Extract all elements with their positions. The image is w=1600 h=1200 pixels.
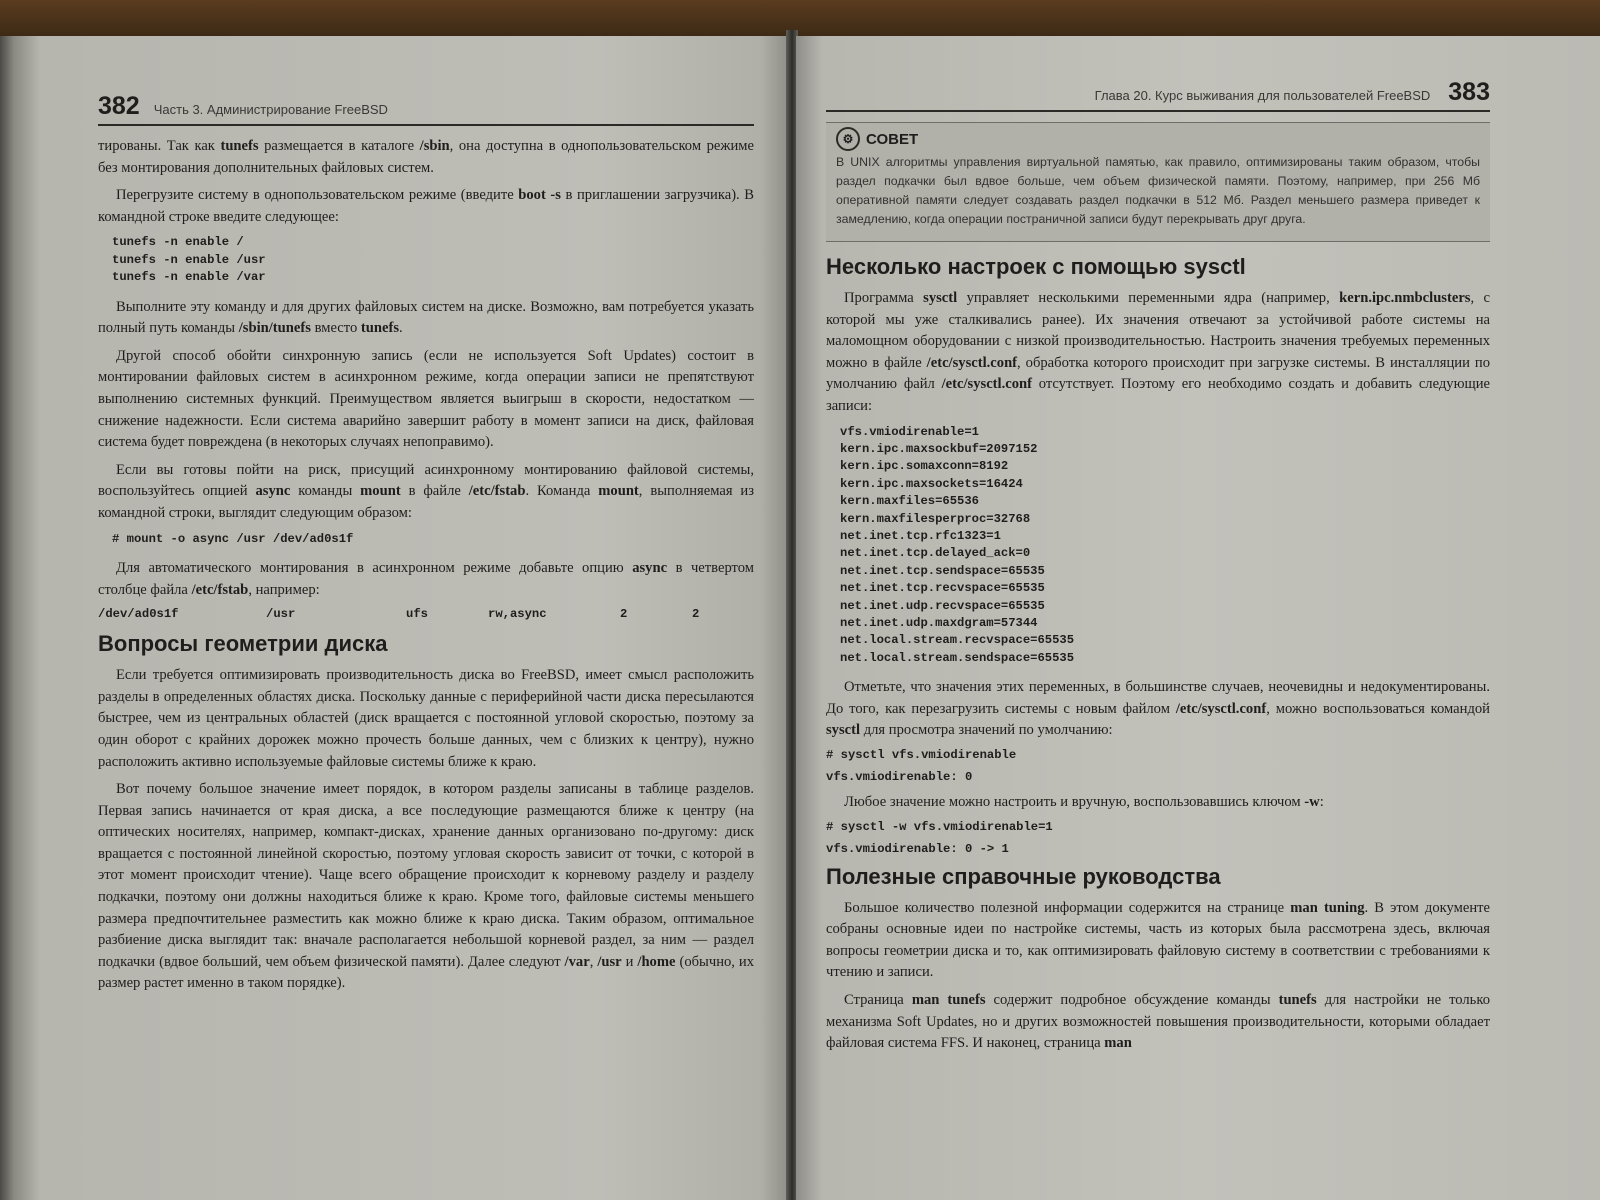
left-code-block-tunefs: tunefs -n enable / tunefs -n enable /usr tunefs -n enable /var (112, 235, 266, 285)
left-page-number: 382 (98, 92, 140, 120)
right-paragraph-4: Большое количество полезной информации содержится на странице man tuning. В этом документе собраны основные идеи по настройке системы, часть из которых была рассмотрена здесь, включая вопросы геометрии диска и то, как оптимизировать файловую систему в соответствии с требованиями к чтению и записи. (826, 899, 1491, 981)
right-page-number: 383 (1448, 78, 1490, 106)
left-running-head (98, 92, 754, 126)
left-paragraph-5: Если вы готовы пойти на риск, присущий асинхронному монтированию файловой системы, воспользуйтесь опцией async команды mount в файле /etc/fstab. Команда mount, выполняемая из командной строки, выглядит следующим образом: (98, 461, 754, 521)
right-paragraph-2: Отметьте, что значения этих переменных, в большинстве случаев, неочевидны и недокументированы. До того, как перезагрузить системы с новым файлом /etc/sysctl.conf, можно воспользоваться командой sysctl для просмотра значений по умолчанию: (826, 679, 1490, 739)
right-running-head-text: Глава 20. Курс выживания для пользователей FreeBSD (1094, 88, 1431, 103)
left-paragraph-4: Другой способ обойти синхронную запись (если не используется Soft Updates) состоит в монтировании файловых систем в асинхронном режиме, когда операции записи не препятствуют выполнению системных функций. Преимуществом является выигрыш в скорости, недостатком — снижение надежности. Если система аварийно завершит работу в момент записи на диск, файловая система будет повреждена (в некоторых случаях непоправимо). (98, 347, 754, 451)
tip-box (826, 122, 1490, 242)
right-running-head (826, 78, 1490, 112)
left-paragraph-8: Вот почему большое значение имеет порядок, в котором разделы записаны в таблице разделов. Первая запись начинается от края диска, а все последующие размещаются ближе к центру (на оптических носителях, например, компакт-дисках, хранение данных организовано по-другому: диск вращается с постоянной линейной скоростью, поэтому угловая скорость зависит от точки, с которой в этот момент происходит чтение). Чаще всего обращение происходит к корневому разделу и разделу подкачки, поэтому они должны находиться ближе к краю. Кроме того, файловые системы меньшего размера предпочтительнее разместить как можно ближе к краю диска. Таким образом, оптимальное разбиение диска выглядит так: вначале располагается небольшой корневой раздел, за ним — раздел подкачки (вдвое больший, чем объем физической памяти). Далее следуют /var, /usr и /home (обычно, их размер растет именно в таком порядке). (98, 781, 755, 992)
right-code-block-sysctl-conf: vfs.vmiodirenable=1 kern.ipc.maxsockbuf=2097152 kern.ipc.somaxconn=8192 kern.ipc.maxsockets=16424 kern.maxfiles=65536 kern.maxfilesperproc=32768 net.inet.tcp.rfc1323=1 net.inet.tcp.delayed_ack=0 net.inet.tcp.sendspace=65535 net.inet.tcp.recvspace=65535 net.inet.udp.recvspace=65535 net.inet.udp.maxdgram=57344 net.local.stream.recvspace=65535 net.local.stream.sendspace=65535 (840, 424, 1075, 665)
fstab-fstype: ufs (406, 607, 428, 622)
right-paragraph-1: Программа sysctl управляет несколькими переменными ядра (например, kern.ipc.nmbclusters, с которой мы уже сталкивались ранее). Их значения отвечают за устойчивой работе системы на маломощном оборудовании с низкой производительностью. Настроить значения требуемых переменных можно в файле /etc/sysctl.conf, обработка которого происходит при загрузке системы. В инсталляции по умолчанию файл /etc/sysctl.conf отсутствует. Поэтому его необходимо создать и добавить следующие записи: (826, 290, 1491, 414)
right-command-2: # sysctl -w vfs.vmiodirenable=1 (826, 819, 1053, 834)
fstab-dump: 2 (620, 607, 628, 622)
fstab-options: rw,async (488, 607, 547, 622)
right-paragraph-3: Любое значение можно настроить и вручную, воспользовавшись ключом -w: (844, 794, 1324, 811)
right-command-1: # sysctl vfs.vmiodirenable (826, 748, 1017, 763)
tip-text: В UNIX алгоритмы управления виртуальной памятью, как правило, оптимизированы таким образом, чтобы раздел подкачки был вдвое больше, чем объем физической памяти. Поэтому, например, при 256 Мб оперативной памяти следует создавать раздел подкачки в 512 Мб. Раздел меньшего размера приведет к замедлению, когда операции постраничной записи будут перекрывать друг друга. (836, 155, 1480, 226)
right-output-1: vfs.vmiodirenable: 0 (826, 770, 973, 785)
right-section-heading-sysctl: Несколько настроек с помощью sysctl (826, 254, 1246, 279)
gear-icon: ⚙ (836, 127, 860, 151)
fstab-device: /dev/ad0s1f (98, 607, 179, 622)
left-paragraph-6: Для автоматического монтирования в асинхронном режиме добавьте опцию async в четвертом столбце файла /etc/fstab, например: (98, 559, 754, 598)
left-fstab-example (98, 607, 754, 621)
right-page (796, 36, 1600, 1200)
right-paragraph-5: Страница man tunefs содержит подробное обсуждение команды tunefs для настройки не только механизма Soft Updates, но и других возможностей повышения производительности, которыми обладает файловая система FFS. И наконец, страница man (826, 992, 1490, 1052)
fstab-pass: 2 (692, 607, 700, 622)
right-output-2: vfs.vmiodirenable: 0 -> 1 (826, 841, 1009, 856)
left-page (0, 36, 788, 1200)
fstab-mountpoint: /usr (266, 607, 296, 622)
left-running-head-text: Часть 3. Администрирование FreeBSD (153, 102, 388, 117)
tip-title: ⚙ СОВЕТ (836, 127, 1480, 151)
left-paragraph-3: Выполните эту команду и для других файловых систем на диске. Возможно, вам потребуется указать полный путь команды /sbin/tunefs вместо tunefs. (98, 298, 754, 337)
desk-background (0, 0, 1600, 40)
left-section-heading: Вопросы геометрии диска (98, 631, 388, 657)
left-paragraph-1: тированы. Так как tunefs размещается в каталоге /sbin, она доступна в однопользовательском режиме без монтирования дополнительных файловых систем. (98, 138, 754, 176)
left-code-block-mount: # mount -o async /usr /dev/ad0s1f (112, 531, 354, 546)
left-paragraph-2: Перегрузите систему в однопользовательском режиме (введите boot -s в приглашении загрузчика). В командной строке введите следующее: (98, 187, 755, 225)
left-paragraph-7: Если требуется оптимизировать производительность диска во FreeBSD, имеет смысл расположить разделы в определенных областях диска. Поскольку данные с периферийной части диска пересылаются быстрее, чем из центральных областей (диск вращается с постоянной угловой скоростью, поэтому за один оборот с крайних дорожек можно прочесть больше данных, чем с близких к центру), нужно расположить активно используемые файловые системы ближе к краю. (98, 667, 754, 770)
right-section-heading-manuals: Полезные справочные руководства (826, 863, 1221, 889)
